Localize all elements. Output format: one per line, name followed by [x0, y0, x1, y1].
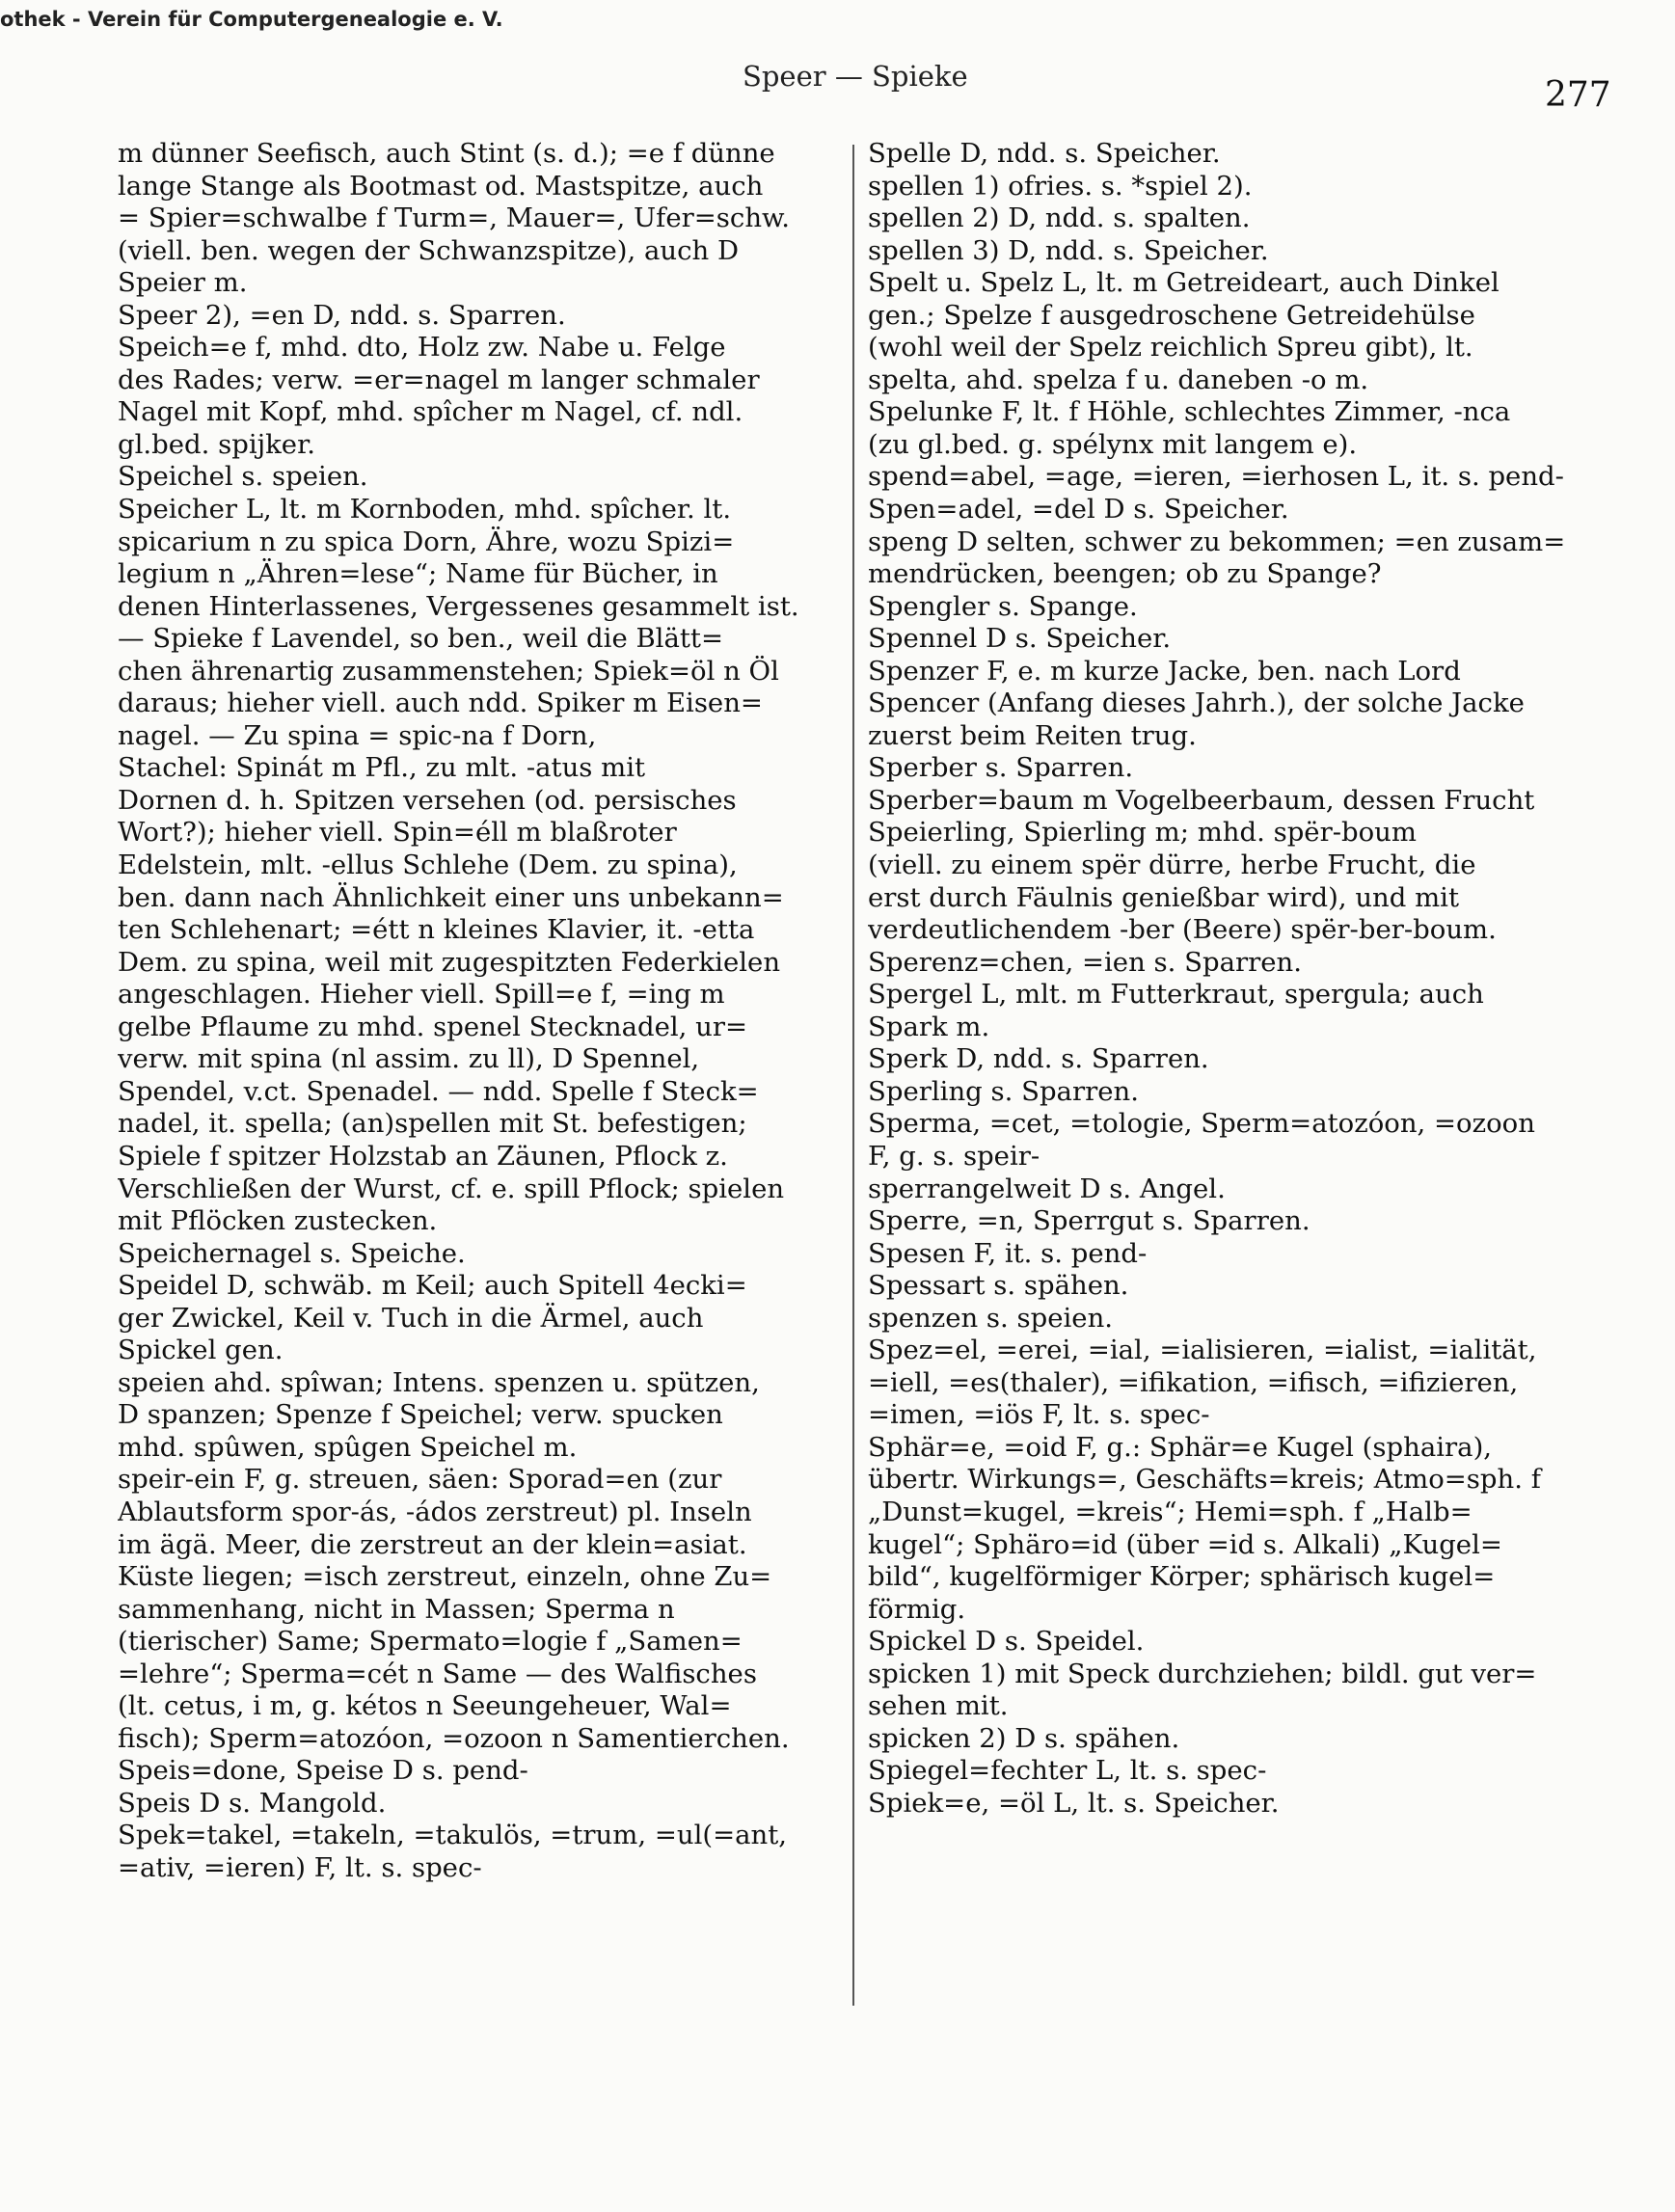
dictionary-line: Spickel D s. Speidel. — [868, 1626, 1145, 1658]
dictionary-line: ben. dann nach Ähnlichkeit einer uns unbekann= — [118, 881, 784, 913]
dictionary-line: =ativ, =ieren) F, lt. s. spec- — [118, 1851, 482, 1883]
dictionary-line: kugel“; Sphäro=id (über =id s. Alkali) „Kugel= — [868, 1528, 1502, 1560]
dictionary-line: Spark m. — [868, 1011, 990, 1042]
running-head: Speer — Spieke — [743, 60, 968, 93]
dictionary-line: D spanzen; Spenze f Speichel; verw. spucken — [118, 1399, 723, 1431]
left-column — [118, 138, 836, 1885]
dictionary-line: — Spieke f Lavendel, so ben., weil die Blätt= — [118, 623, 724, 655]
dictionary-line: (tierischer) Same; Spermato=logie f „Samen= — [118, 1626, 743, 1658]
dictionary-line: Sperre, =n, Sperrgut s. Sparren. — [868, 1205, 1310, 1237]
dictionary-line: spicarium n zu spica Dorn, Ähre, wozu Spizi= — [118, 526, 735, 557]
dictionary-line: im ägä. Meer, die zerstreut an der klein=asiat. — [118, 1528, 747, 1560]
dictionary-line: Nagel mit Kopf, mhd. spîcher m Nagel, cf. ndl. — [118, 396, 743, 428]
dictionary-line: mhd. spûwen, spûgen Speichel m. — [118, 1431, 578, 1463]
dictionary-line: (wohl weil der Spelz reichlich Spreu gibt), lt. — [868, 332, 1473, 364]
dictionary-line: „Dunst=kugel, =kreis“; Hemi=sph. f „Halb= — [868, 1496, 1472, 1527]
dictionary-line: Dornen d. h. Spitzen versehen (od. persisches — [118, 784, 737, 816]
dictionary-line: = Spier=schwalbe f Turm=, Mauer=, Ufer=schw. — [118, 202, 791, 234]
dictionary-line: Stachel: Spinát m Pfl., zu mlt. -atus mit — [118, 752, 646, 784]
dictionary-line: Sperling s. Sparren. — [868, 1075, 1139, 1107]
dictionary-line: lange Stange als Bootmast od. Mastspitze, auch — [118, 170, 764, 202]
dictionary-line: Verschließen der Wurst, cf. e. spill Pflock; spielen — [118, 1173, 785, 1204]
dictionary-line: bild“, kugelförmiger Körper; sphärisch kugel= — [868, 1561, 1496, 1593]
dictionary-line: Sperma, =cet, =tologie, Sperm=atozóon, =ozoon — [868, 1108, 1535, 1140]
dictionary-line: zuerst beim Reiten trug. — [868, 719, 1197, 751]
dictionary-line: Spenzer F, e. m kurze Jacke, ben. nach Lord — [868, 655, 1461, 687]
dictionary-line: Spek=takel, =takeln, =takulös, =trum, =ul(=ant, — [118, 1820, 788, 1851]
dictionary-line: Speidel D, schwäb. m Keil; auch Spitell 4ecki= — [118, 1270, 747, 1302]
dictionary-line: Sperk D, ndd. s. Sparren. — [868, 1043, 1209, 1075]
dictionary-line: Spencer (Anfang dieses Jahrh.), der solche Jacke — [868, 688, 1525, 719]
dictionary-line: Sphär=e, =oid F, g.: Sphär=e Kugel (sphaira), — [868, 1431, 1493, 1463]
library-watermark: othek - Verein für Computergenealogie e. V. — [0, 8, 503, 31]
dictionary-line: Spelt u. Spelz L, lt. m Getreideart, auch Dinkel — [868, 267, 1499, 299]
dictionary-line: sammenhang, nicht in Massen; Sperma n — [118, 1593, 675, 1625]
dictionary-line: Spickel gen. — [118, 1335, 284, 1366]
dictionary-line: ger Zwickel, Keil v. Tuch in die Ärmel, auch — [118, 1302, 704, 1334]
dictionary-line: Wort?); hieher viell. Spin=éll m blaßroter — [118, 817, 677, 849]
dictionary-line: chen ährenartig zusammenstehen; Spiek=öl n Öl — [118, 655, 779, 687]
dictionary-line: Spiele f spitzer Holzstab an Zäunen, Pflock z. — [118, 1140, 728, 1172]
dictionary-line: Spelunke F, lt. f Höhle, schlechtes Zimmer, -nca — [868, 396, 1511, 428]
dictionary-line: des Rades; verw. =er=nagel m langer schmaler — [118, 364, 760, 395]
dictionary-line: erst durch Fäulnis genießbar wird), und mit — [868, 881, 1460, 913]
dictionary-line: Spiegel=fechter L, lt. s. spec- — [868, 1755, 1267, 1787]
dictionary-line: verdeutlichendem -ber (Beere) spër-ber-boum. — [868, 914, 1497, 946]
right-column — [868, 138, 1610, 1820]
dictionary-line: spellen 2) D, ndd. s. spalten. — [868, 202, 1251, 234]
dictionary-line: =imen, =iös F, lt. s. spec- — [868, 1399, 1210, 1431]
dictionary-line: spicken 1) mit Speck durchziehen; bildl. gut ver= — [868, 1658, 1537, 1689]
dictionary-line: denen Hinterlassenes, Vergessenes gesammelt ist. — [118, 590, 799, 622]
dictionary-line: Spiek=e, =öl L, lt. s. Speicher. — [868, 1787, 1280, 1819]
dictionary-line: Spelle D, ndd. s. Speicher. — [868, 138, 1221, 169]
dictionary-line: Spesen F, it. s. pend- — [868, 1237, 1148, 1269]
dictionary-line: Speer 2), =en D, ndd. s. Sparren. — [118, 299, 566, 331]
column-divider — [852, 145, 854, 2006]
dictionary-line: sperrangelweit D s. Angel. — [868, 1173, 1226, 1204]
dictionary-line: (viell. ben. wegen der Schwanzspitze), auch D — [118, 234, 740, 266]
dictionary-line: =iell, =es(thaler), =ifikation, =ifisch, =ifizieren, — [868, 1366, 1519, 1398]
dictionary-line: Spez=el, =erei, =ial, =ialisieren, =ialist, =ialität, — [868, 1335, 1537, 1366]
dictionary-line: nadel, it. spella; (an)spellen mit St. befestigen; — [118, 1108, 747, 1140]
dictionary-line: spicken 2) D s. spähen. — [868, 1722, 1180, 1754]
dictionary-line: Küste liegen; =isch zerstreut, einzeln, ohne Zu= — [118, 1561, 772, 1593]
dictionary-line: Ablautsform spor-ás, -ádos zerstreut) pl. Inseln — [118, 1496, 752, 1527]
dictionary-line: speir-ein F, g. streuen, säen: Sporad=en (zur — [118, 1464, 722, 1496]
dictionary-line: gelbe Pflaume zu mhd. spenel Stecknadel, ur= — [118, 1011, 748, 1042]
dictionary-line: sehen mit. — [868, 1690, 1009, 1722]
dictionary-line: Sperber s. Sparren. — [868, 752, 1134, 784]
dictionary-line: Edelstein, mlt. -ellus Schlehe (Dem. zu spina), — [118, 850, 738, 881]
dictionary-line: nagel. — Zu spina = spic-na f Dorn, — [118, 719, 597, 751]
dictionary-line: (lt. cetus, i m, g. kétos n Seeungeheuer, Wal= — [118, 1690, 732, 1722]
dictionary-line: Spessart s. spähen. — [868, 1270, 1129, 1302]
dictionary-line: Sperenz=chen, =ien s. Sparren. — [868, 946, 1302, 978]
dictionary-line: Speichernagel s. Speiche. — [118, 1237, 466, 1269]
dictionary-line: speien ahd. spîwan; Intens. spenzen u. spützen, — [118, 1366, 760, 1398]
dictionary-line: Spen=adel, =del D s. Speicher. — [868, 494, 1289, 526]
dictionary-line: =lehre“; Sperma=cét n Same — des Walfisches — [118, 1658, 757, 1689]
dictionary-line: Sperber=baum m Vogelbeerbaum, dessen Frucht — [868, 784, 1535, 816]
dictionary-line: spend=abel, =age, =ieren, =ierhosen L, it. s. pend- — [868, 461, 1564, 493]
dictionary-line: Spennel D s. Speicher. — [868, 623, 1172, 655]
dictionary-line: Speier m. — [118, 267, 248, 299]
dictionary-line: Speicher L, lt. m Kornboden, mhd. spîcher. lt. — [118, 494, 732, 526]
dictionary-line: F, g. s. speir- — [868, 1140, 1040, 1172]
dictionary-line: gl.bed. spijker. — [118, 428, 315, 460]
dictionary-line: legium n „Ähren=lese“; Name für Bücher, in — [118, 558, 718, 590]
dictionary-line: verw. mit spina (nl assim. zu ll), D Spennel, — [118, 1043, 700, 1075]
dictionary-line: spenzen s. speien. — [868, 1302, 1114, 1334]
dictionary-line: m dünner Seefisch, auch Stint (s. d.); =e f dünne — [118, 138, 775, 169]
dictionary-line: fisch); Sperm=atozóon, =ozoon n Samentierchen. — [118, 1722, 790, 1754]
dictionary-line: Speich=e f, mhd. dto, Holz zw. Nabe u. Felge — [118, 332, 726, 364]
dictionary-line: Speichel s. speien. — [118, 461, 368, 493]
dictionary-line: angeschlagen. Hieher viell. Spill=e f, =ing m — [118, 979, 725, 1011]
dictionary-line: mit Pflöcken zustecken. — [118, 1205, 438, 1237]
dictionary-line: Speis D s. Mangold. — [118, 1787, 387, 1819]
dictionary-line: spelta, ahd. spelza f u. daneben -o m. — [868, 364, 1369, 395]
dictionary-line: daraus; hieher viell. auch ndd. Spiker m Eisen= — [118, 688, 763, 719]
dictionary-line: Speierling, Spierling m; mhd. spër-boum — [868, 817, 1417, 849]
dictionary-line: Spergel L, mlt. m Futterkraut, spergula; auch — [868, 979, 1484, 1011]
dictionary-line: Dem. zu spina, weil mit zugespitzten Federkielen — [118, 946, 781, 978]
dictionary-line: Spengler s. Spange. — [868, 590, 1138, 622]
dictionary-line: spellen 3) D, ndd. s. Speicher. — [868, 234, 1269, 266]
dictionary-line: ten Schlehenart; =étt n kleines Klavier, it. -etta — [118, 914, 755, 946]
dictionary-line: förmig. — [868, 1593, 966, 1625]
dictionary-line: speng D selten, schwer zu bekommen; =en zusam= — [868, 526, 1566, 557]
dictionary-line: Speis=done, Speise D s. pend- — [118, 1755, 528, 1787]
page-number: 277 — [1545, 75, 1611, 115]
dictionary-line: (viell. zu einem spër dürre, herbe Frucht, die — [868, 850, 1476, 881]
dictionary-line: (zu gl.bed. g. spélynx mit langem e). — [868, 428, 1358, 460]
dictionary-line: Spendel, v.ct. Spenadel. — ndd. Spelle f Steck= — [118, 1075, 759, 1107]
dictionary-line: mendrücken, beengen; ob zu Spange? — [868, 558, 1382, 590]
dictionary-line: gen.; Spelze f ausgedroschene Getreidehülse — [868, 299, 1475, 331]
dictionary-line: spellen 1) ofries. s. *spiel 2). — [868, 170, 1253, 202]
dictionary-line: übertr. Wirkungs=, Geschäfts=kreis; Atmo=sph. f — [868, 1464, 1541, 1496]
